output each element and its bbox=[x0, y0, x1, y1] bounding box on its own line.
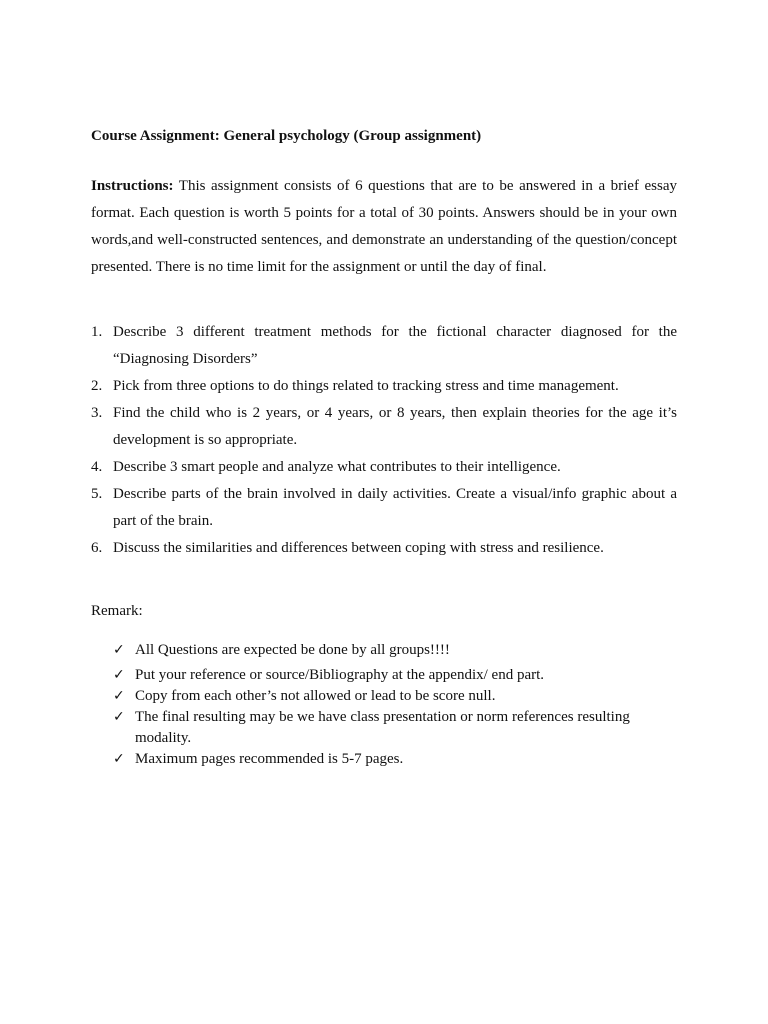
list-item bbox=[113, 640, 653, 661]
question-number: 3. bbox=[91, 405, 103, 421]
remark-text: Copy from each other’s not allowed or lead to be score null. bbox=[135, 688, 496, 704]
instructions-paragraph bbox=[91, 173, 677, 281]
question-number: 6. bbox=[91, 540, 103, 556]
question-text: Describe parts of the brain involved in daily activities. Create a visual/info graphic about a part of the brain. bbox=[113, 486, 677, 529]
remark-text: Put your reference or source/Bibliography at the appendix/ end part. bbox=[135, 667, 545, 683]
list-item bbox=[91, 319, 677, 373]
list-item bbox=[91, 400, 677, 454]
checkmark-icon: ✓ bbox=[113, 688, 125, 704]
checkmark-icon: ✓ bbox=[113, 667, 125, 683]
instructions-text: This assignment consists of 6 questions that are to be answered in a brief essay format. Each question is worth 5 points for a total of 30 points. Answers should be in your own words,and well-constructed sentences, and demonstrate an understanding of the question/concept presented. There is no time limit for the assignment or until the day of final. bbox=[91, 178, 677, 275]
list-item bbox=[113, 665, 653, 686]
question-number: 1. bbox=[91, 324, 103, 340]
instructions-label: Instructions: bbox=[91, 178, 174, 194]
list-item bbox=[91, 373, 677, 400]
list-item bbox=[113, 707, 653, 749]
remark-text: Maximum pages recommended is 5-7 pages. bbox=[135, 751, 404, 767]
page-title: Course Assignment: General psychology (Group assignment) bbox=[91, 128, 482, 144]
remark-text: The final resulting may be we have class presentation or norm references resulting modality. bbox=[135, 709, 630, 746]
remark-text: All Questions are expected be done by all groups!!!! bbox=[135, 642, 450, 658]
question-list bbox=[91, 319, 677, 562]
question-number: 2. bbox=[91, 378, 103, 394]
question-number: 4. bbox=[91, 459, 103, 475]
checkmark-icon: ✓ bbox=[113, 751, 125, 767]
list-item bbox=[91, 454, 677, 481]
remark-heading: Remark: bbox=[91, 603, 143, 619]
question-number: 5. bbox=[91, 486, 103, 502]
question-text: Describe 3 smart people and analyze what contributes to their intelligence. bbox=[113, 459, 561, 475]
checkmark-icon: ✓ bbox=[113, 642, 125, 658]
list-item bbox=[113, 686, 653, 707]
question-text: Find the child who is 2 years, or 4 years, or 8 years, then explain theories for the age it’s development is so appropriate. bbox=[113, 405, 677, 448]
checkmark-icon: ✓ bbox=[113, 709, 125, 725]
question-text: Discuss the similarities and differences between coping with stress and resilience. bbox=[113, 540, 604, 556]
list-item bbox=[91, 481, 677, 535]
remark-list bbox=[113, 640, 653, 770]
list-item bbox=[113, 749, 653, 770]
list-item bbox=[91, 535, 677, 562]
question-text: Pick from three options to do things related to tracking stress and time management. bbox=[113, 378, 619, 394]
question-text: Describe 3 different treatment methods for the fictional character diagnosed for the “Diagnosing Disorders” bbox=[113, 324, 677, 367]
